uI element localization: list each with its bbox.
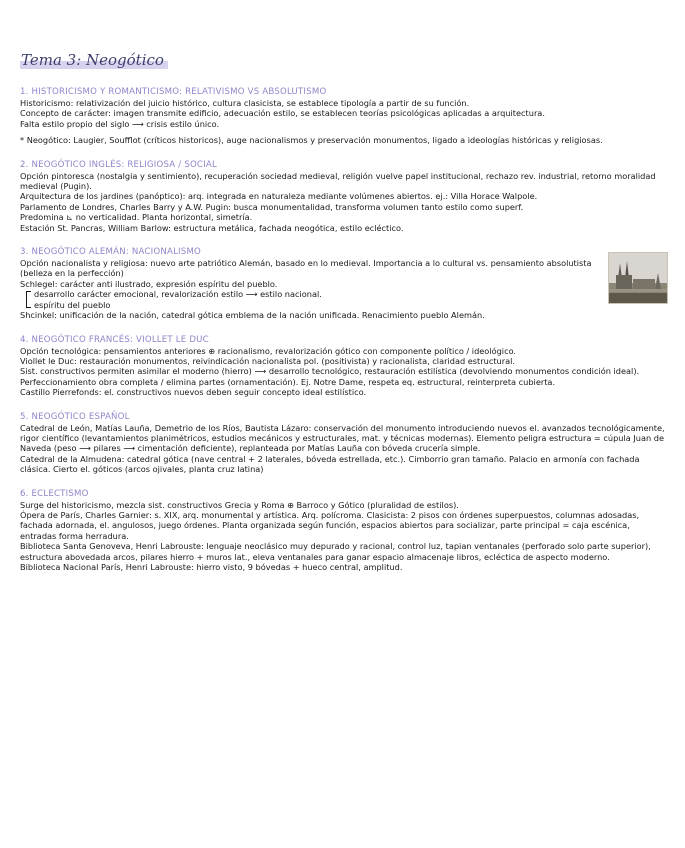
note-line: espíritu del pueblo [34, 299, 111, 310]
note-line: Catedral de la Almudena: catedral gótica (nave central + 2 laterales, bóveda estrellada, etc.). Cimborrio gran tamaño. Palacio en armonía con fachada clásica. Cierto el. góticos (arcos ojivales, planta cruz latina) [20, 453, 640, 475]
note-line: Biblioteca Nacional París, Henri Labrouste: hierro visto, 9 bóvedas + hueco central, amplitud. [20, 562, 403, 572]
note-line: * Neogótico: Laugier, Soufflot (críticos historicos), auge nacionalismos y preservación monumentos, ligado a ideologías históricas y religiosas. [20, 135, 603, 146]
cathedral-photo [608, 252, 668, 304]
section-neogotico-ingles [20, 152, 668, 233]
note-line: Shcinkel: unificación de la nación, catedral gótica emblema de la nación unificada. Renacimiento pueblo Alemán. [20, 310, 485, 321]
page-title: Tema 3: Neogótico [20, 51, 168, 69]
section-historicismo [20, 79, 668, 146]
note-line: Ópera de París, Charles Garnier: s. XIX, arq. monumental y artística. Arq. polícroma. Clasicista: 2 pisos con órdenes superpuestos, columnas adosadas, fachada adornada, el. angulosos, juego órdenes. Planta organizada según función, espacios abiertos para socializar, parte principal = caja escénica, entradas forma herradura. [20, 509, 640, 541]
note-line: Sist. constructivos permiten asimilar el moderno (hierro) ⟶ desarrollo tecnológico, restauración estilística (devolviendo monumentos condición ideal). Perfeccionamiento obra completa / elimina partes (ornamentación). Ej. Notre Dame, respeta eq. estructural, reinterpreta cubierta. [20, 366, 640, 387]
notes-page [20, 50, 668, 578]
note-line: Concepto de carácter: imagen transmite edificio, adecuación estilo, se establecen teorías psicológicas aplicadas a arquitectura. [20, 108, 545, 119]
note-line: Estación St. Pancras, William Barlow: estructura metálica, fachada neogótica, estilo ecléctico. [20, 222, 404, 233]
note-line: Surge del historicismo, mezcla sist. constructivos Grecia y Roma ⊕ Barroco y Gótico (pluralidad de estilos). [20, 499, 459, 510]
note-line: Predomina ⊾ no verticalidad. Planta horizontal, simetría. [20, 212, 253, 223]
section-neogotico-aleman [20, 239, 668, 320]
section-heading: 3. NEOGÓTICO ALEMÁN: NACIONALISMO [20, 247, 202, 258]
note-line: Catedral de León, Matías Lauña, Demetrio de los Ríos, Bautista Lázaro: conservación del monumento introduciendo nuevos el. avanzados tecnológicamente, rigor científico (levantamientos planimétricos, estudios mecánicos y estructurales, mat. y técnicas modernas). Elemento peligra estructura = cúpula Juan de Naveda (peso ⟶ pilares ⟶ cimentación deficiente), replanteada por Matías Lauña con bóveda crucería simple. [20, 422, 665, 454]
note-line: Historicismo: relativización del juicio histórico, cultura clasicista, se establece tipología a partir de su función. [20, 98, 470, 108]
note-line: Falta estilo propio del siglo ⟶ crisis estilo único. [20, 118, 220, 129]
note-line: desarrollo carácter emocional, revalorización estilo ⟶ estilo nacional. [34, 289, 322, 300]
note-line: Opción tecnológica: pensamientos anteriores ⊕ racionalismo, revalorización gótico con componente político / ideológico. [20, 345, 517, 356]
note-line: Biblioteca Santa Genoveva, Henri Labrouste: lenguaje neoclásico muy depurado y racional, control luz, tapian ventanales (perforado solo parte superior), estructura abovedada arcos, pilares hierro + muros lat., eleva ventanales para ganar espacio almacenaje libros, ecléctica de aspecto moderno. [20, 541, 651, 562]
note-line: Castillo Pierrefonds: el. constructivos nuevos deben seguir concepto ideal estilístico. [20, 387, 367, 398]
bracket-group [20, 289, 606, 310]
bracket-mark [26, 291, 31, 308]
section-heading: 1. HISTORICISMO Y ROMANTICISMO: RELATIVISMO VS ABSOLUTISMO [20, 87, 327, 97]
note-line: Opción pintoresca (nostalgia y sentimiento), recuperación sociedad medieval, religión vuelve papel institucional, rechazo rev. industrial, retorno moralidad medieval (Pugin). [20, 170, 656, 192]
note-line: Opción nacionalista y religiosa: nuevo arte patriótico Alemán, basado en lo medieval. Importancia a lo cultural vs. pensamiento absolutista (belleza en la perfección) [20, 258, 592, 279]
section-heading: 2. NEOGÓTICO INGLÉS: RELIGIOSA / SOCIAL [20, 159, 217, 170]
section-heading: 6. ECLECTISMO [20, 488, 89, 499]
note-line: Schlegel: carácter anti ilustrado, expresión espíritu del pueblo. [20, 278, 278, 289]
section-neogotico-espanol [20, 404, 668, 475]
section-neogotico-frances [20, 327, 668, 398]
section-eclectismo [20, 481, 668, 573]
note-line: Parlamento de Londres, Charles Barry y A.W. Pugin: busca monumentalidad, transforma volumen tanto estilo como superf. [20, 201, 524, 212]
section-heading: 4. NEOGÓTICO FRANCÉS: VIOLLET LE DUC [20, 334, 209, 345]
note-line: Viollet le Duc: restauración monumentos, reivindicación nacionalista pol. (positivista) y racionalista, claridad estructural. [20, 355, 515, 366]
section-heading: 5. NEOGÓTICO ESPAÑOL [20, 411, 130, 422]
note-line: Arquitectura de los jardines (panóptico): arq. integrada en naturaleza mediante volúmenes abiertos. ej.: Villa Horace Walpole. [20, 191, 538, 202]
